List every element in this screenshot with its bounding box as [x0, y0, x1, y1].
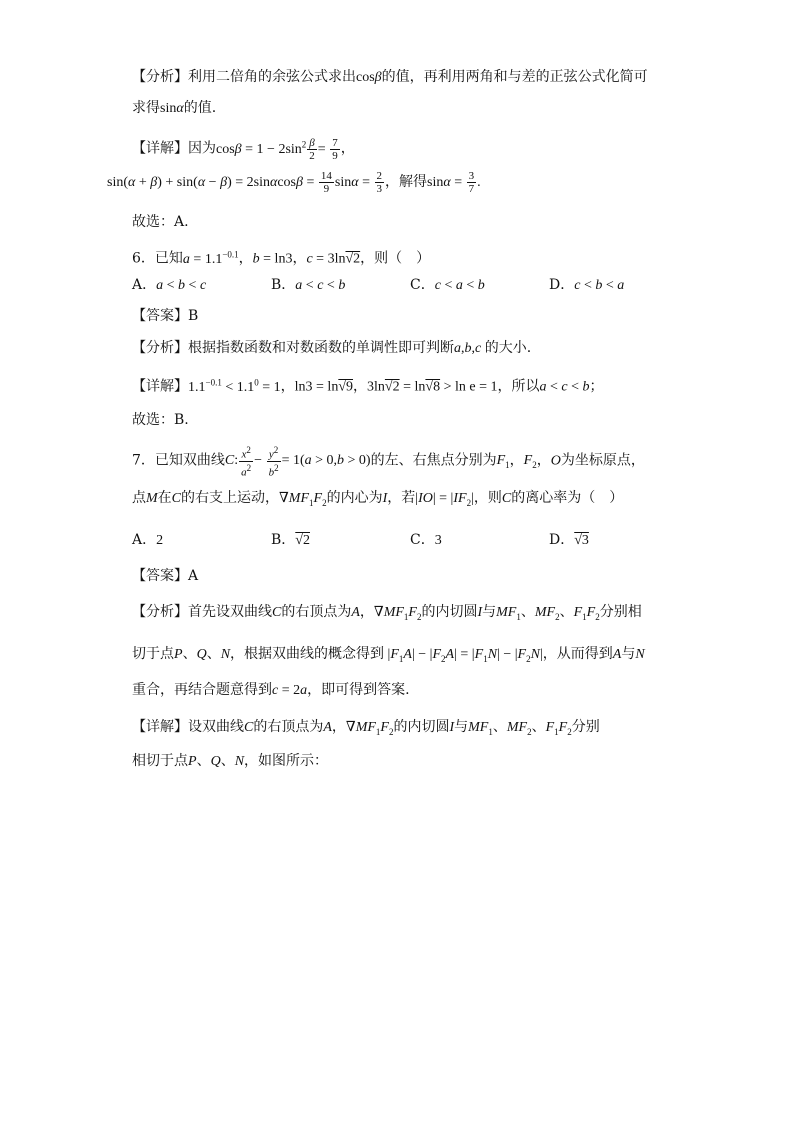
- q7-stem-f: 的右支上运动，: [181, 490, 280, 506]
- math-sum-formula: sin(α + β) + sin(α − β) = 2sinαcosβ = $\frac{14}{9}$ sinα = $\frac{2}{3}$: [107, 170, 382, 196]
- q7-analysis-line-1: [132, 603, 642, 626]
- q7-detail-b: 的右顶点为: [253, 719, 324, 735]
- q5-detail-text-c: ，解得: [385, 174, 427, 190]
- math-c-def: c = 3ln√2: [306, 251, 361, 267]
- math-c4: C: [244, 720, 254, 735]
- math-abc: a,b,c: [454, 341, 482, 356]
- q6-option-a: A．a < b < c: [132, 277, 207, 293]
- q7-option-d: D．√3: [549, 532, 589, 548]
- detail-tag: 【详解】: [132, 378, 188, 395]
- analysis-tag: 【分析】: [132, 69, 188, 85]
- math-condition: $|IO| = |IF_2|$: [415, 491, 474, 508]
- q6-option-b: B．a < c < b: [271, 277, 346, 293]
- option-label: D．: [549, 532, 575, 548]
- q5-detail-text-b: ，: [340, 140, 355, 157]
- q7-analysis-g: ，根据双曲线的概念得到: [230, 646, 385, 662]
- math-sides: $MF_1$、$MF_2$、$F_1F_2$: [496, 605, 600, 622]
- q5-analysis-text-d: 的值.: [183, 100, 217, 116]
- q6-analysis-end: 的大小.: [484, 340, 532, 356]
- math-order: a < c < b: [539, 379, 590, 395]
- q7-stem-i: ，则: [473, 490, 502, 506]
- q7-stem-b: ，: [509, 452, 524, 469]
- q6-option-d: D．c < b < a: [549, 277, 625, 293]
- q7-stem-d: 点: [132, 490, 146, 506]
- q7-analysis-e: 分别相: [599, 604, 642, 620]
- q5-analysis-text-b: 的值，再利用两角和与差的正弦公式化简可: [381, 69, 648, 85]
- q6-sep-2: ，: [292, 250, 307, 267]
- math-a-point2: A，$\nabla MF_1F_2$: [323, 720, 394, 737]
- option-label: B．: [271, 277, 296, 293]
- math-a-def: $a = 1.1^{-0.1}$: [182, 249, 239, 267]
- math-f1: $F_1$: [496, 453, 510, 471]
- math-pqn2: P、Q、N: [188, 754, 245, 769]
- option-label: C．: [410, 277, 435, 293]
- math-c2: C: [501, 491, 512, 506]
- q6-detail-sep-2: ，: [353, 378, 368, 395]
- math-b-def: b = ln3: [252, 251, 293, 267]
- math-a2: A: [612, 647, 622, 662]
- q5-detail-line-2: [107, 170, 481, 195]
- q7-analysis-c: 的内切圆: [421, 604, 478, 620]
- q6-detail-so: ，所以: [497, 378, 540, 395]
- q7-stem-b2: ，: [536, 452, 551, 469]
- math-hyperbola: C: $\frac{x^2}{a^2}$ − $\frac{y^2}{b^2}$ = 1(a > 0,b > 0): [224, 445, 371, 479]
- math-c: C: [171, 491, 182, 506]
- math-n: N: [635, 647, 645, 662]
- q7-analysis-f: 切于点: [132, 646, 174, 662]
- q7-stem-h: ，若: [387, 490, 416, 506]
- q7-answer-line: [132, 567, 198, 585]
- math-sin-alpha-result: sinα = $\frac{3}{7}$ .: [427, 170, 481, 196]
- q5-analysis-text-c: 求得: [132, 100, 160, 116]
- q7-analysis-a: 首先设双曲线: [188, 604, 272, 620]
- q7-stem-line-1: [132, 444, 645, 478]
- math-pqn: P、Q、N: [174, 647, 231, 662]
- math-o: O: [550, 453, 561, 469]
- q7-detail-g: ，如图所示：: [244, 753, 329, 769]
- q7-analysis-i: 与: [621, 646, 636, 662]
- q7-stem-a: 的左、右焦点分别为: [370, 452, 497, 469]
- q7-option-b: B．√2: [271, 532, 310, 548]
- option-label: B．: [271, 532, 296, 548]
- math-ln3: ln3 = ln√9: [294, 379, 354, 395]
- q6-choice: 故选：B.: [132, 412, 189, 428]
- q6-detail-sep-1: ，: [280, 378, 295, 395]
- q6-sep-1: ，: [238, 250, 253, 267]
- q7-detail-line-1: [132, 718, 600, 741]
- analysis-tag: 【分析】: [132, 604, 188, 620]
- q7-detail-c: 的内切圆: [393, 719, 450, 735]
- q6-detail-end: ；: [589, 378, 604, 395]
- analysis-tag: 【分析】: [132, 340, 188, 356]
- q7-answer: A: [188, 568, 199, 584]
- q7-option-c: C．3: [410, 532, 442, 548]
- q5-analysis-text-a: 利用二倍角的余弦公式求出: [188, 69, 356, 85]
- q7-analysis-b: 的右顶点为: [281, 604, 352, 620]
- option-label: D．: [549, 277, 575, 293]
- math-triangle: $\nabla MF_1F_2$: [279, 491, 327, 508]
- q7-stem-num: 7．已知双曲线: [132, 452, 225, 469]
- q7-analysis-k: ，即可得到答案.: [307, 682, 410, 698]
- q7-detail-e: 分别: [571, 719, 600, 735]
- q7-stem-g: 的内心为: [326, 490, 383, 506]
- math-c3: C: [272, 605, 282, 620]
- q6-answer: B: [188, 308, 199, 324]
- math-sin-alpha: sinα: [160, 101, 184, 116]
- q7-detail-a: 设双曲线: [188, 719, 244, 735]
- q7-option-a: A．2: [132, 532, 164, 548]
- math-ineq-1: $1.1^{-0.1} < 1.1^0 = 1$: [188, 377, 281, 395]
- q6-analysis: 根据指数函数和对数函数的单调性即可判断: [188, 340, 454, 356]
- q7-stem-line-2: [132, 489, 623, 512]
- q7-detail-d: 与: [454, 719, 469, 735]
- math-distance: $|F_1A| - |F_2A| = |F_1N| - |F_2N|$: [384, 647, 543, 664]
- math-sides2: $MF_1$、$MF_2$、$F_1F_2$: [468, 720, 572, 737]
- option-label: A．: [132, 277, 157, 293]
- math-i: I: [382, 491, 388, 506]
- q6-option-c: C．c < a < b: [410, 277, 485, 293]
- q5-analysis-line-1: [132, 68, 648, 87]
- math-cos-beta-formula: $\cos\beta = 1 - 2\sin^2$ $\frac{\beta}{2}$ = $\frac{7}{9}$: [216, 136, 338, 162]
- q5-detail-line-1: [132, 132, 355, 162]
- math-c-eq: c = 2a: [272, 683, 308, 698]
- q7-analysis-h: ，从而得到: [542, 646, 613, 662]
- q6-stem: [132, 245, 430, 269]
- math-m: M: [146, 491, 158, 506]
- q7-detail-f: 相切于点: [132, 753, 188, 769]
- q5-detail-text-a: 因为: [188, 140, 216, 157]
- math-i2: I: [477, 605, 483, 620]
- q7-analysis-d: 与: [482, 604, 497, 620]
- q5-choice: 故选：A.: [132, 214, 189, 230]
- q7-stem-j: 的离心率为（ ）: [511, 490, 624, 506]
- math-f2: $F_2$: [523, 453, 537, 471]
- q6-stem-end: ，则（ ）: [360, 250, 431, 267]
- answer-tag: 【答案】: [132, 308, 188, 324]
- q6-analysis-line: [132, 339, 531, 358]
- answer-tag: 【答案】: [132, 568, 188, 584]
- q7-detail-line-2: [132, 752, 328, 771]
- q5-analysis-line-2: [132, 99, 216, 118]
- math-cos-beta: cosβ: [356, 70, 382, 85]
- q7-analysis-j: 重合，再结合题意得到: [132, 682, 272, 698]
- math-a-point: A，$\nabla MF_1F_2$: [351, 605, 422, 622]
- math-3ln: 3ln√2 = ln√8 > ln e = 1: [367, 379, 498, 395]
- option-label: A．: [132, 532, 157, 548]
- option-label: C．: [410, 532, 435, 548]
- math-i3: I: [449, 720, 455, 735]
- q7-analysis-line-3: [132, 681, 410, 700]
- q6-detail-line: [132, 373, 604, 397]
- detail-tag: 【详解】: [132, 140, 188, 157]
- q6-answer-line: [132, 307, 198, 325]
- q6-stem-num: 6．已知: [132, 250, 183, 267]
- detail-tag: 【详解】: [132, 719, 188, 735]
- q7-stem-c: 为坐标原点，: [560, 452, 645, 469]
- q7-stem-e: 在: [157, 490, 172, 506]
- q7-analysis-line-2: [132, 645, 645, 668]
